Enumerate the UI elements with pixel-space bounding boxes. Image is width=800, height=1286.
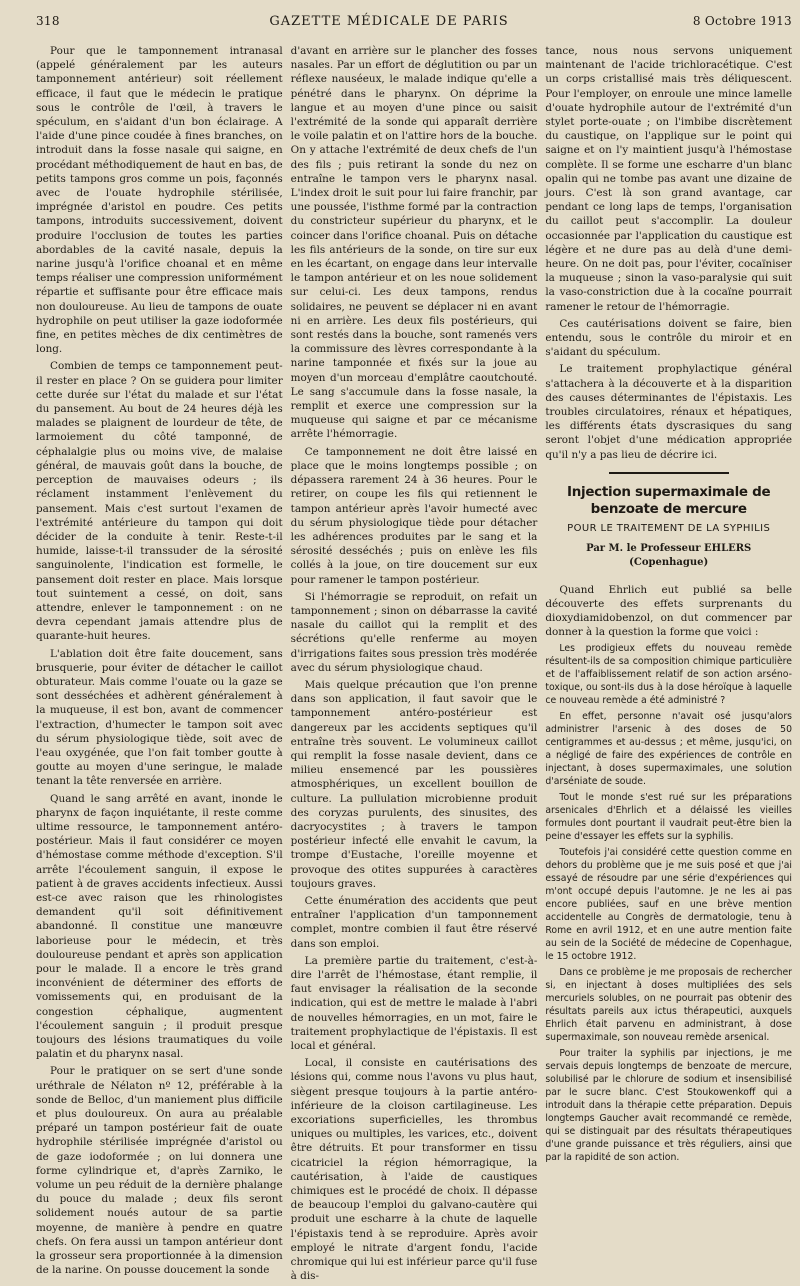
paragraph: En effet, personne n'avait osé jusqu'alors administrer l'arsenic à des doses de 50 centigrammes et au-dessus ; et même, jusqu'ici, on a négligé de faire des expériences de contrôle en injectant, à doses supermaximales, une solution d'arséniate de soude. <box>545 711 793 788</box>
paragraph: tance, nous nous servons uniquement maintenant de l'acide trichloracétique. C'est un corps cristallisé mais très déliquescent. Pour l'employer, on enroule une mince lamelle d'ouate hydrophile autour de l'extrémité d'un stylet porte-ouate ; on l'imbibe discrètement du caustique, on l'applique sur le point qui saigne et on l'y maintient jusqu'à l'hémostase complète. Il se forme une escharre d'un blanc opalin qui ne tombe pas avant une dizaine de jours. C'est là son grand avantage, car pendant ce long laps de temps, l'organisation du caillot peut s'accomplir. La douleur occasionnée par l'application du caustique est légère et ne dure pas au delà d'une demi-heure. On ne doit pas, pour l'éviter, cocaïniser la muqueuse ; sinon la vaso-paralysie qui suit la vaso-constriction due à la cocaïne pourrait ramener le retour de l'hémorragie. <box>545 45 793 313</box>
paragraph: Dans ce problème je me proposais de rechercher si, en injectant à doses multipliées des sels mercuriels solubles, on ne pourrait pas obtenir des résultats pareils aux ictus thérapeutici, auxquels Ehrlich était parvenu en administrant, à dose supermaximale, son nouveau remède arsenical. <box>545 967 793 1044</box>
article-subtitle: POUR LE TRAITEMENT DE LA SYPHILIS <box>567 522 771 534</box>
paragraph: La première partie du traitement, c'est-à-dire l'arrêt de l'hémostase, étant remplie, il faut envisager la réalisation de la seconde indication, qui est de mettre le malade à l'abri de nouvelles hémorragies, en un mot, faire le traitement prophylactique de l'épistaxis. Il est local et général. <box>290 954 538 1053</box>
column-3 <box>545 44 792 1286</box>
paragraph: d'avant en arrière sur le plancher des fosses nasales. Par un effort de déglutition ou par un réflexe nauséeux, le malade indique qu'elle a pénétré dans le pharynx. On déprime la langue et au moyen d'une pince ou saisit l'extrémité de la sonde qui apparaît derrière le voile palatin et on l'attire hors de la bouche. On y attache l'extrémité de deux chefs de l'un des fils ; puis retirant la sonde du nez on entraîne le tampon vers le pharynx nasal. L'index droit le suit pour lui faire franchir, par une poussée, l'isthme formé par la contraction du constricteur supérieur du pharynx, et le coincer dans l'orifice choanal. Puis on détache les fils antérieurs de la sonde, on tire sur eux en les écartant, on engage dans leur intervalle le tampon antérieur et on les noue solidement sur celui-ci. Les deux tampons, rendus solidaires, ne peuvent se déplacer ni en avant ni en arrière. Les deux fils postérieurs, qui sont restés dans la bouche, sont ramenés vers la commissure des lèvres correspondante à la narine tamponnée et fixés sur la joue au moyen d'un morceau d'emplâtre caoutchouté. Le sang s'accumule dans la fosse nasale, la remplit et exerce une compression sur la muqueuse qui saigne et par ce mécanisme arrête l'hémorragie. <box>290 45 538 441</box>
paragraph: Local, il consiste en cautérisations des lésions qui, comme nous l'avons vu plus haut, siègent presque toujours à la partie antéro-inférieure de la cloison cartilagineuse. Les excoriations superficielles, les thrombus uniques ou multiples, les varices, etc., doivent être détruits. Et pour transformer en tissu cicatriciel la région hémorragique, la cautérisation, à l'aide de caustiques chimiques est le procédé de choix. Il dépasse de beaucoup l'emploi du galvano-cautère qui produit une escharre à la chute de laquelle l'épistaxis tend à se reproduire. Après avoir employé le nitrate d'argent fondu, l'acide chromique qui lui est inférieur parce qu'il fuse à dis- <box>290 1057 538 1283</box>
paragraph: Mais quelque précaution que l'on prenne dans son application, il faut savoir que le tamponnement antéro-postérieur est dangereux par les accidents septiques qu'il entraîne très souvent. Le volumineux caillot qui remplit la fosse nasale devient, dans ce milieu ensemencé par les poussières atmosphériques, un excellent bouillon de culture. La pullulation microbienne produit des coryzas purulents, des sinusites, des dacryocystites ; à travers le tampon postérieur infecté elle envahit le cavum, la trompe d'Eustache, l'oreille moyenne et provoque des otites suppurées à caractères toujours graves. <box>290 678 538 890</box>
paragraph: Pour traiter la syphilis par injections, je me servais depuis longtemps de benzoate de mercure, solubilisé par le chlorure de sodium et insensibilisé par le sucre blanc. C'est Stoukowenkoff qui a introduit dans la thérapie cette préparation. Depuis longtemps Gaucher avait recommandé ce remède, qui se distinguait par des résultats thérapeutiques d'une grande puissance et très réguliers, ainsi que par la rapidité de son action. <box>545 1048 793 1164</box>
column-3-continued-text <box>545 44 792 462</box>
journal-title: GAZETTE MÉDICALE DE PARIS <box>269 14 509 29</box>
article-intro <box>545 583 792 640</box>
paragraph: Pour le pratiquer on se sert d'une sonde uréthrale de Nélaton nº 12, préférable à la sonde de Belloc, d'un maniement plus difficile et plus douloureux. On aura au préalable préparé un tampon postérieur fait de ouate hydrophile stérilisée imprégnée d'aristol ou de gaze iodoformée ; on lui donnera une forme cylindrique et, d'après Zarniko, le volume un peu réduit de la dernière phalange du pouce du malade ; deux fils seront solidement noués autour de sa partie moyenne, de manière à pendre en quatre chefs. On fera aussi un tampon antérieur dont la grosseur sera proportionnée à la dimension de la narine. On pousse doucement la sonde <box>36 1065 283 1277</box>
paragraph: Pour que le tamponnement intranasal (appelé généralement par les auteurs tamponnement antérieur) soit réellement efficace, il faut que le médecin le pratique sous le contrôle de l'œil, à travers le spéculum, en s'aidant d'un bon éclairage. A l'aide d'une pince coudée à fines branches, on introduit dans la fosse nasale qui saigne, en procédant méthodiquement de haut en bas, de petits tampons gros comme un pois, façonnés avec de l'ouate hydrophile stérilisée, imprégnée d'aristol en poudre. Ces petits tampons, introduits successivement, doivent produire l'occlusion de toutes les parties abordables de la cavité nasale, depuis la narine jusqu'à l'orifice choanal et en même temps réaliser une compression uniformément répartie et suffisante pour être efficace mais non douloureuse. Au lieu de tampons de ouate hydrophile on peut utiliser la gaze iodoformée fine, en petites mèches de dix centimètres de long. <box>36 45 283 356</box>
column-2 <box>291 44 538 1286</box>
article-body <box>545 642 792 1164</box>
issue-date: 8 Octobre 1913 <box>692 14 792 28</box>
paragraph: Si l'hémorragie se reproduit, on refait un tamponnement ; sinon on débarrasse la cavité nasale du caillot qui la remplit et des sécrétions qu'elle renferme au moyen d'irrigations faites sous pression très modérée avec du sérum physiologique chaud. <box>290 590 538 674</box>
paragraph: Combien de temps ce tamponnement peut-il rester en place ? On se guidera pour limiter cette durée sur l'état du malade et sur l'état du pansement. Au bout de 24 heures déjà les malades se plaignent de lourdeur de tête, de larmoiement du côté tamponné, de céphalalgie plus ou moins vive, de malaise général, de mauvais goût dans la bouche, de perception de mauvaises odeurs ; ils réclament instamment l'enlèvement du pansement. Mais c'est surtout l'examen de l'extrémité antérieure du tampon qui doit décider de la conduite à tenir. Reste-t-il humide, laisse-t-il transsuder de la sérosité sanguinolente, l'indication est formelle, le pansement doit rester en place. Mais lorsque tout suintement a cessé, on doit, sans attendre, enlever le tamponnement : on ne devra cependant jamais attendre plus de quarante-huit heures. <box>36 360 283 643</box>
paragraph: L'ablation doit être faite doucement, sans brusquerie, pour éviter de détacher le caillot obturateur. Mais comme l'ouate ou la gaze se sont desséchées et adhèrent généralement à la muqueuse, il est bon, avant de commencer l'extraction, d'humecter le tampon soit avec du sérum physiologique tiède, soit avec de l'eau oxygénée, que l'on fait tomber goutte à goutte au moyen d'une seringue, le malade tenant la tête renversée en arrière. <box>36 647 283 788</box>
page-number: 318 <box>36 14 60 28</box>
paragraph: Cette énumération des accidents que peut entraîner l'application d'un tamponnement complet, montre combien il faut être réservé dans son emploi. <box>290 894 538 950</box>
page-header <box>36 14 792 36</box>
article-author: Par M. le Professeur EHLERS (Copenhague) <box>586 543 752 569</box>
paragraph: Quand le sang arrêté en avant, inonde le pharynx de façon inquiétante, il reste comme ultime ressource, le tamponnement antéro-postérieur. Mais il faut considérer ce moyen d'hémostase comme méthode d'exception. S'il arrête l'écoulement sanguin, il expose le patient à de graves accidents infectieux. Aussi est-ce avec raison que les rhinologistes demandent qu'il soit définitivement abandonné. Il constitue une manœuvre laborieuse pour le médecin, et très douloureuse pendant et après son application pour le malade. Il a encore le très grand inconvénient de déterminer des efforts de vomissements qui, en produisant de la congestion céphalique, augmentent l'écoulement sanguin ; il produit presque toujours des lésions traumatiques du voile palatin et du pharynx nasal. <box>36 792 283 1061</box>
paragraph: Toutefois j'ai considéré cette question comme en dehors du problème que je me suis posé et que j'ai essayé de résoudre par une série d'expériences qui m'ont occupé depuis l'automne. Je ne les ai pas encore publiées, sauf en une brève mention accidentelle au Congrès de dermatologie, tenu à Rome en avril 1912, et en une autre mention faite au sein de la Société de médecine de Copenhague, le 15 octobre 1912. <box>545 847 793 963</box>
article-title: Injection supermaximale de benzoate de mercure <box>566 483 771 517</box>
paragraph: Le traitement prophylactique général s'attachera à la découverte et à la disparition des causes déterminantes de l'épistaxis. Les troubles circulatoires, rénaux et hépatiques, les différents états dyscrasiques du sang seront l'objet d'une médication appropriée qu'il n'y a pas lieu de décrire ici. <box>545 363 793 461</box>
paragraph: Quand Ehrlich eut publié sa belle découverte des effets surprenants du dioxydiamidobenzol, on dut commencer par donner à la question la forme que voici : <box>545 583 793 639</box>
paragraph: Tout le monde s'est rué sur les préparations arsenicales d'Ehrlich et a délaissé les vieilles formules dont pourtant il vaudrait peut-être bien la peine d'essayer les effets sur la syphilis. <box>545 792 793 843</box>
paragraph: Les prodigieux effets du nouveau remède résultent-ils de sa composition chimique particulière et de l'affaiblissement relatif de son action arséno-toxique, ou sont-ils dus à la dose héroïque à laquelle ce nouveau remède a été administré ? <box>545 643 793 707</box>
section-divider <box>609 472 729 474</box>
paragraph: Ces cautérisations doivent se faire, bien entendu, sous le contrôle du miroir et en s'aidant du spéculum. <box>545 317 793 359</box>
text-columns <box>36 44 792 1286</box>
column-1 <box>36 44 283 1286</box>
paragraph: Ce tamponnement ne doit être laissé en place que le moins longtemps possible ; on dépassera rarement 24 à 36 heures. Pour le retirer, on coupe les fils qui retiennent le tampon antérieur après l'avoir humecté avec du sérum physiologique tiède pour détacher les adhérences produites par le sang et la sérosité desséchés ; puis on enlève les fils collés à la joue, on tire doucement sur eux pour ramener le tampon postérieur. <box>290 445 538 586</box>
